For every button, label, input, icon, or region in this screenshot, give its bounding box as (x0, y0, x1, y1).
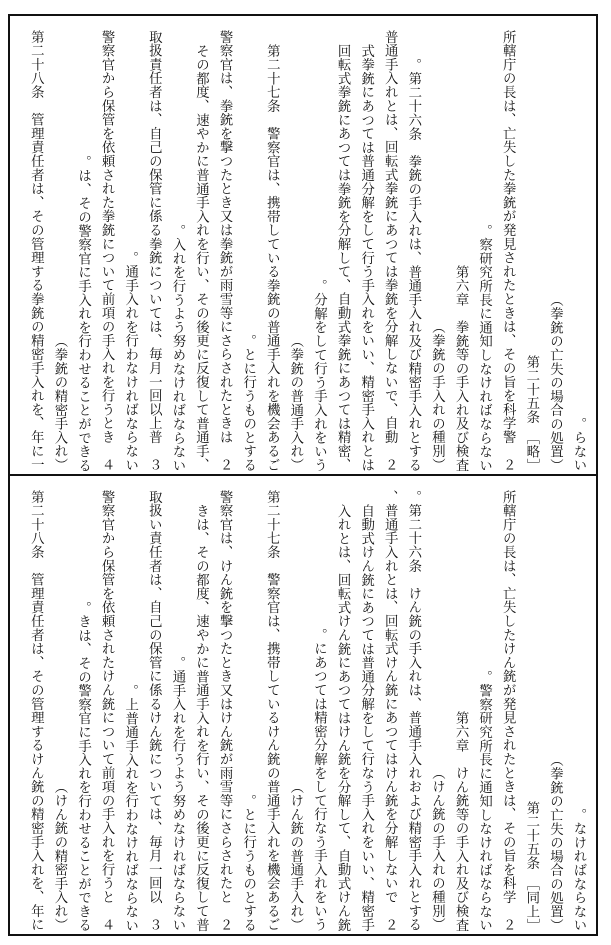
text-line: 通手入れを行わなければならない。 (122, 251, 138, 472)
article-line: 第二十七条 警察官は、携帯しているけん銃の普通手入れを機会あるご (264, 490, 280, 932)
text-line: 警察研究所長に通知しなければならない。 (476, 669, 492, 932)
text-line: 入れとは、回転式けん銃にあつてはけん銃を分解して、自動式けん銃 (335, 504, 351, 932)
text-line: は、その警察官に手入れを行わせることができる。 (75, 154, 91, 472)
article-caption: （けん銃の手入れの種別） (429, 766, 445, 932)
panel-divider (10, 474, 596, 476)
article-caption: （けん銃の普通手入れ） (287, 780, 303, 932)
text-line: きは、その警察官に手入れを行わせることができる。 (75, 600, 91, 932)
text-line: 式拳銃にあつては普通分解をして行う手入れをいい、精密手入れとは (358, 44, 374, 472)
text-line: にあつては精密分解をして行なう手入れをいう。 (311, 628, 327, 932)
text-line: 分解をして行う手入れをいう。 (311, 278, 327, 472)
article-line: 第二十八条 管理責任者は、その管理する拳銃の精密手入れを、年に一 (28, 30, 44, 472)
text-line: 上普通手入れを行わなければならない。 (122, 683, 138, 932)
text-line: ２ 警察官は、拳銃を撃つたとき又は拳銃が雨雪等にさらされたときは (217, 30, 233, 472)
chapter-title: 第六章 拳銃等の手入れ及び検査 (453, 265, 469, 472)
top-panel-revised-text (16, 24, 590, 472)
article-line: 第二十六条 拳銃の手入れは、普通手入れ及び精密手入れとする。 (405, 57, 421, 472)
text-line: 、その都度、速やかに普通手入れを行い、その後更に反復して普通手 (193, 44, 209, 472)
article-line: 第二十七条 警察官は、携帯している拳銃の普通手入れを機会あるご (264, 44, 280, 472)
article-caption: （拳銃の亡失の場合の処置） (547, 752, 563, 932)
text-line: なければならない。 (571, 807, 586, 932)
text-line: ４ 警察官から保管を依頼されたけん銃について前項の手入れを行うと (99, 490, 115, 932)
text-line: ２ 普通手入れとは、回転式拳銃にあつては拳銃を分解しないで、自動 (382, 30, 398, 472)
top-panel-columns (16, 24, 590, 472)
bottom-panel-current-text (16, 484, 590, 932)
bottom-panel-columns (16, 484, 590, 932)
text-line: ４ 警察官から保管を依頼された拳銃について前項の手入れを行うとき (99, 30, 115, 472)
article-line: 第二十五条 ［同上］ (523, 800, 539, 932)
article-caption: （拳銃の普通手入れ） (287, 333, 303, 472)
text-line: 察研究所長に通知しなければならない。 (476, 223, 492, 472)
text-line: 自動式けん銃にあつては普通分解をして行なう手入れをいい、精密手 (358, 504, 374, 932)
article-caption: （拳銃の亡失の場合の処置） (547, 292, 563, 472)
text-line: ２ 警察官は、けん銃を撃つたとき又はけん銃が雨雪等にさらされたと (217, 490, 233, 932)
text-line: ２ 所轄庁の長は、亡失したけん銃が発見されたときは、その旨を科学 (500, 490, 516, 932)
chapter-title: 第六章 けん銃等の手入れ及び検査 (453, 711, 469, 932)
article-line: 第二十八条 管理責任者は、その管理するけん銃の精密手入れを、年に (28, 490, 44, 932)
text-line: ２ 所轄庁の長は、亡失した拳銃が発見されたときは、その旨を科学警 (500, 30, 516, 472)
comparison-table (8, 14, 598, 936)
text-line: 、回転式拳銃にあつては拳銃を分解して、自動式拳銃にあつては精密 (335, 44, 351, 472)
article-caption: （拳銃の精密手入れ） (51, 333, 67, 472)
article-caption: （拳銃の手入れの種別） (429, 320, 445, 472)
text-line: らない。 (571, 416, 586, 472)
text-line: ３ 取扱い責任者は、自己の保管に係るけん銃については、毎月一回以 (146, 490, 162, 932)
text-line: きは、その都度、速やかに普通手入れを行い、その後更に反復して普 (193, 504, 209, 932)
article-line: 第二十五条 ［略］ (523, 354, 539, 472)
article-caption: （けん銃の精密手入れ） (51, 780, 67, 932)
text-line: とに行うものとする。 (240, 333, 256, 472)
text-line: ２ 普通手入れとは、回転式けん銃にあつてはけん銃を分解しないで、 (382, 490, 398, 932)
text-line: ３ 取扱責任者は、自己の保管に係る拳銃については、毎月一回以上普 (146, 30, 162, 472)
text-line: 通手入れを行うよう努めなければならない。 (169, 655, 185, 932)
article-line: 第二十六条 けん銃の手入れは、普通手入れおよび精密手入れとする。 (405, 490, 421, 932)
text-line: とに行うものとする。 (240, 793, 256, 932)
text-line: 入れを行うよう努めなければならない。 (169, 223, 185, 472)
